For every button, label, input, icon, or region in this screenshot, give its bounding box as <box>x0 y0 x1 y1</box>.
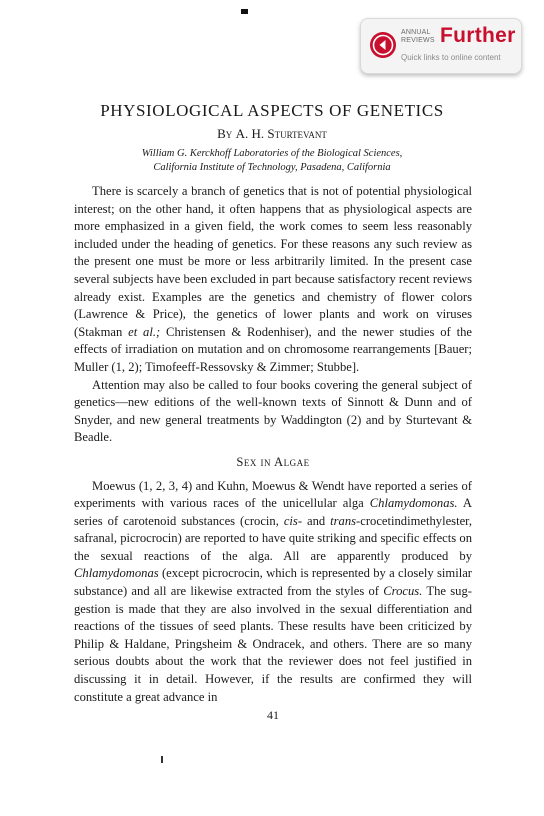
play-circle-icon <box>369 31 397 59</box>
further-badge[interactable] <box>360 18 522 74</box>
badge-title: Further <box>440 24 516 47</box>
article-title: PHYSIOLOGICAL ASPECTS OF GENETICS <box>100 101 444 120</box>
affiliation-line-1: William G. Kerckhoff Laboratories of the Biological Sciences, <box>141 148 403 159</box>
italic-run: Chlamydomonas. <box>369 496 458 511</box>
italic-run: cis- <box>283 513 303 528</box>
scan-mark-top <box>241 9 248 14</box>
scan-mark-bottom <box>161 756 163 763</box>
author-name: A. H. Sturtevant <box>235 126 327 141</box>
affiliation <box>60 147 484 175</box>
italic-run: trans- <box>330 513 361 528</box>
italic-run: Chlamydomonas <box>74 566 159 581</box>
italic-run: Crocus. <box>383 584 423 599</box>
italic-run: et al.; <box>128 324 161 339</box>
paragraph: Moewus (1, 2, 3, 4) and Kuhn, Moewus & Wendt have reported a series of experiments with various races of the unicellular alga Chlamydomonas. A series of carotenoid substances (crocin, cis- and trans-crocetindimethylester, safranal, picrocrocin) are reported to have quite striking and specific effects on the sexual reactions of the alga. All are apparently produced by Chlamydomonas (except picrocrocin, which is represented by a closely similar substance) and all are likewise extracted from the styles of Crocus. The suggestion is made that they are also involved in the sexual differentiation and reactions of the tissues of seed plants. These results have been criticized by Philip & Haldane, Pringsheim & Ondracek, and others. There are so many serious doubts about the work that the reviewer does not feel justified in discussing it in detail. However, if the results are confirmed they will constitute a great advance in <box>74 478 472 704</box>
publisher-wordmark: ANNUAL REVIEWS <box>401 29 435 44</box>
author-prefix: By <box>217 126 233 141</box>
article-body <box>74 183 472 706</box>
section-heading: Sex in Algae <box>236 454 310 469</box>
badge-subtitle: Quick links to online content <box>401 53 501 62</box>
affiliation-line-2: California Institute of Technology, Pasadena, California <box>153 162 391 173</box>
author-line <box>60 126 484 142</box>
page-number: 41 <box>267 708 279 722</box>
paragraph: There is scarcely a branch of genetics that is not of potential physiological interest; on the other hand, it often happens that as physiological aspects are more emphasized in a given field, the work comes to seem less reasonably included under the heading of genetics. For these reasons any such review as the present one must be more or less arbitrarily limited. In the present case several subjects have been excluded in part because satisfactory recent reviews already exist. Examples are the genetics and chemistry of flower colors (Lawrence & Price), the genetics of lower plants and work on viruses (Stakman et al.; Christensen & Rodenhiser), and the newer studies of the effects of irradiation on mutation and on chromosome rearrangements [Bauer; Muller (1, 2); Timofeeff-Ressovsky & Zimmer; Stubbe]. <box>74 184 472 374</box>
paragraph: Attention may also be called to four books covering the general subject of genetics—new editions of the well-known texts of Sinnott & Dunn and of Snyder, and new general treatments by Waddington (2) and by Sturtevant & Beadle. <box>74 377 472 445</box>
